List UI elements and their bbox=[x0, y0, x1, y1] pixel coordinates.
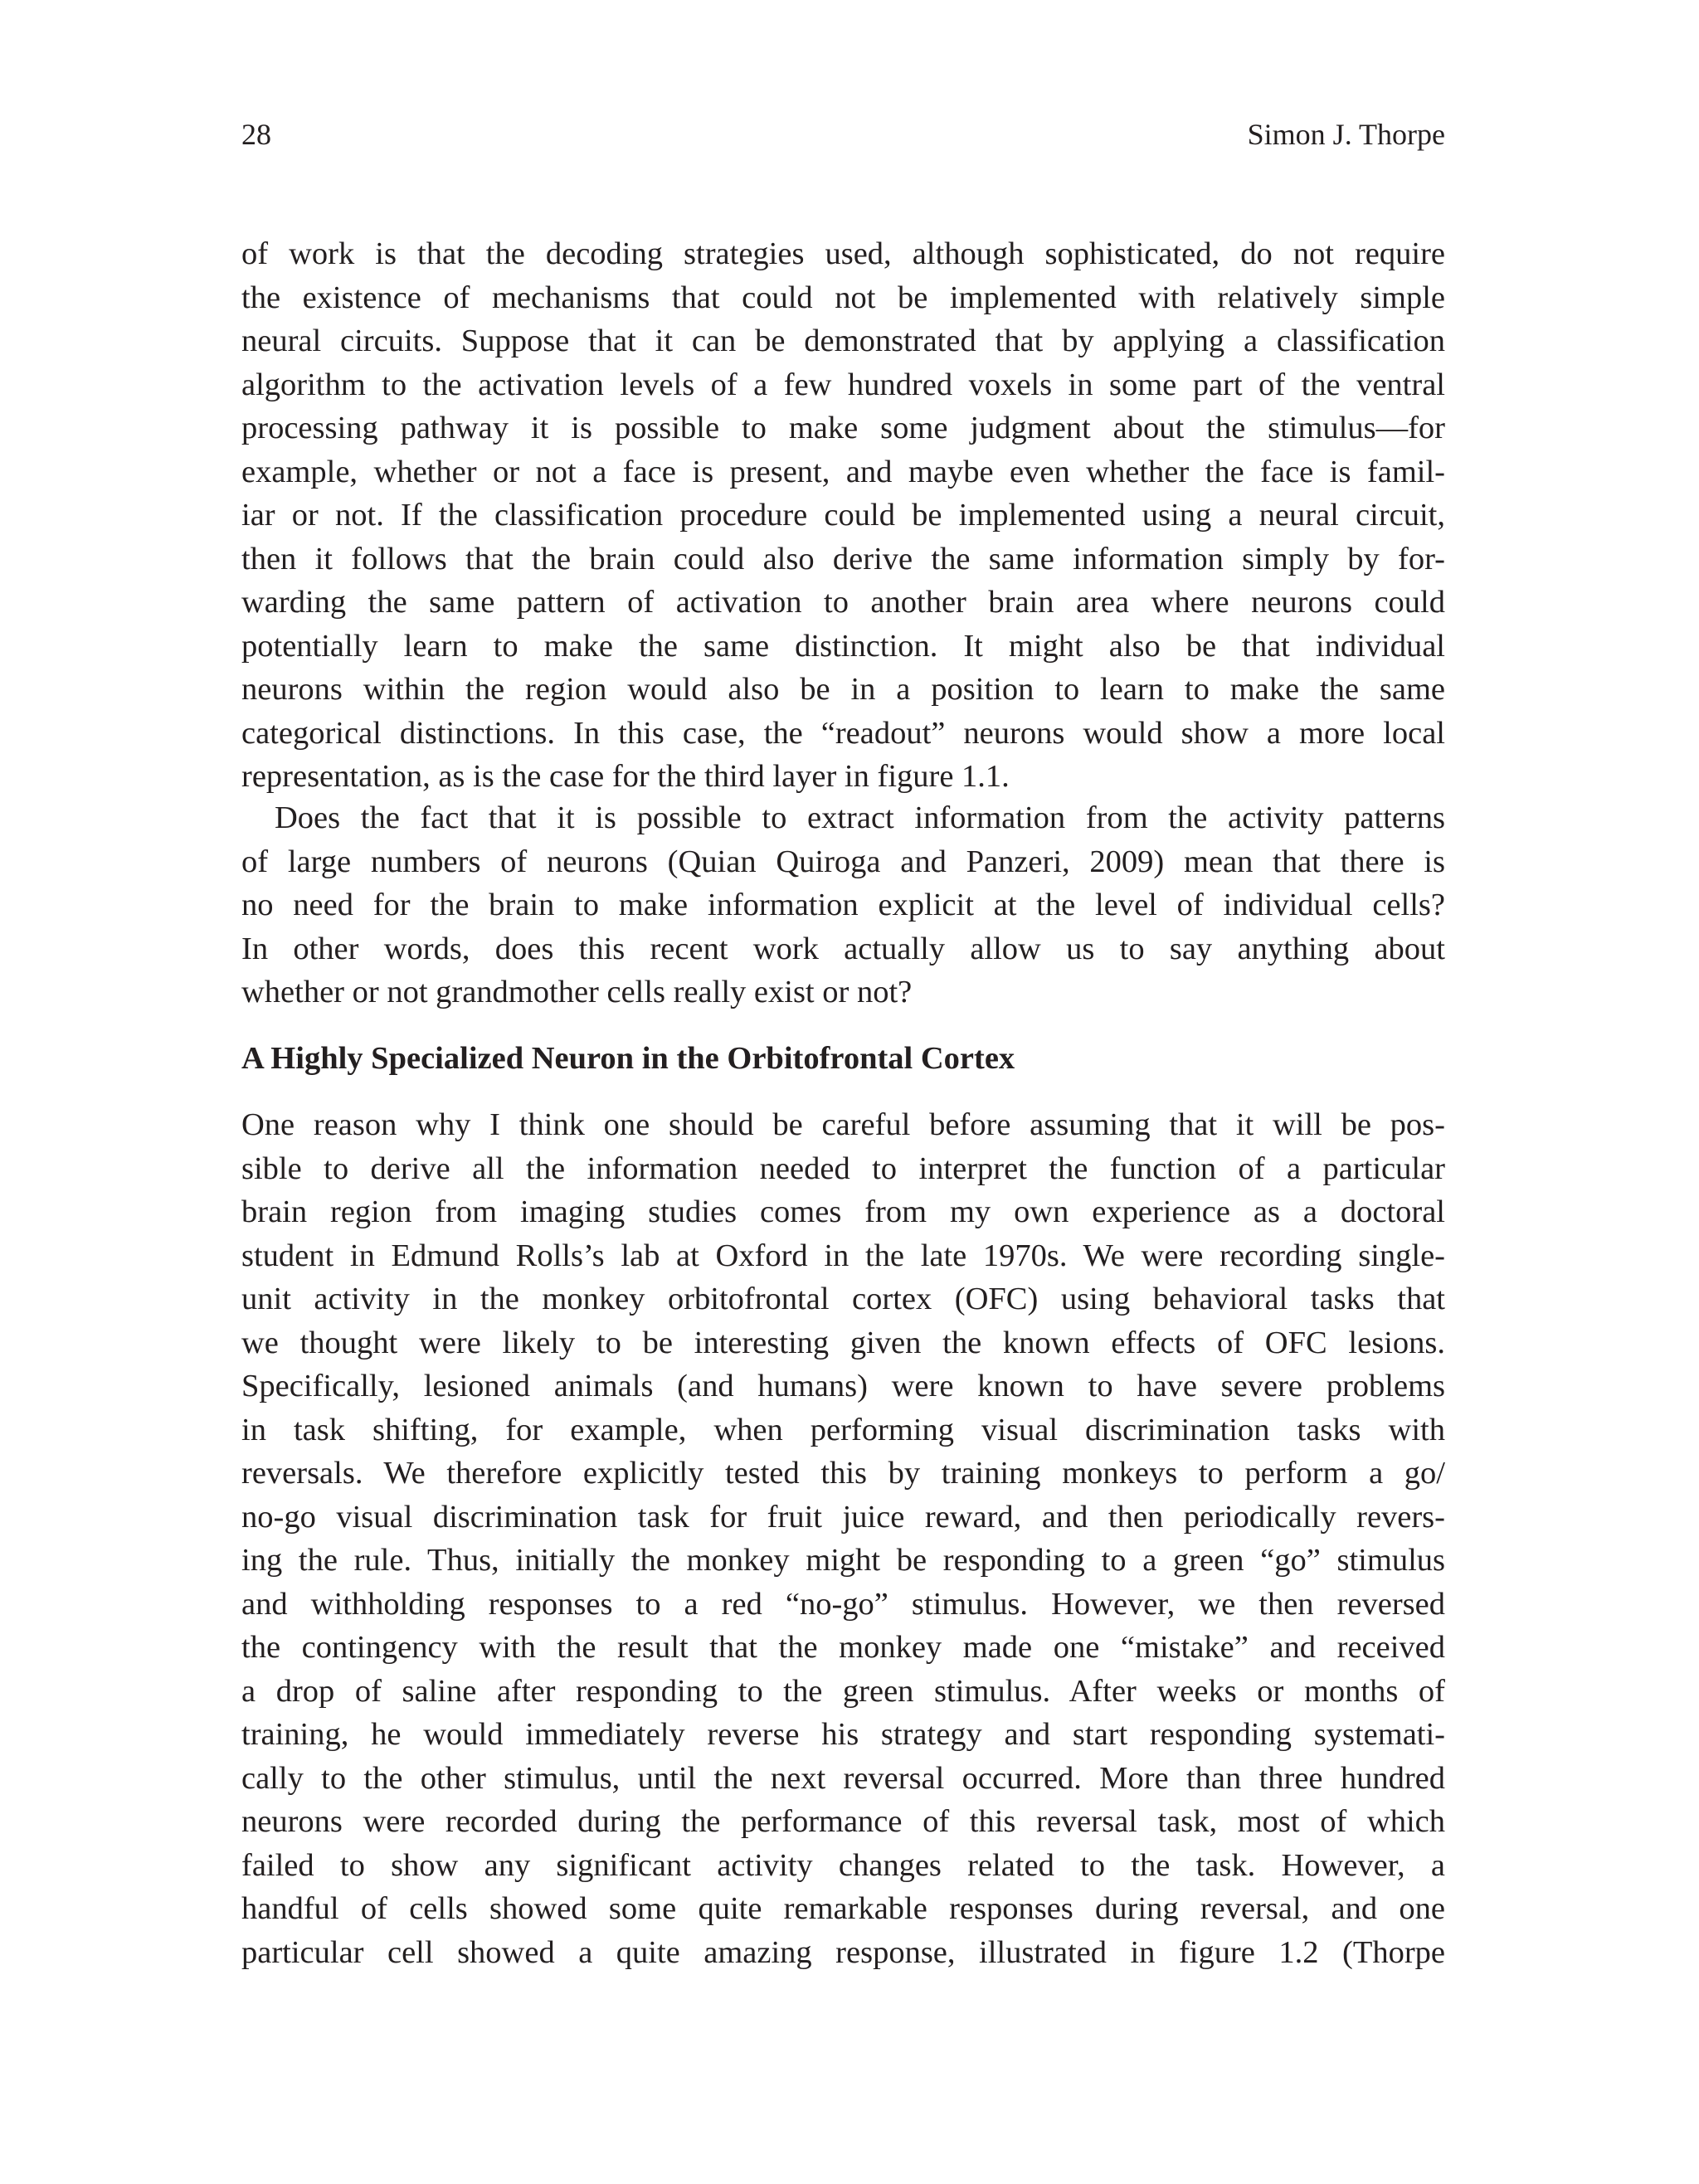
paragraph-line: whether or not grandmother cells really exist or not? bbox=[241, 975, 913, 1009]
paragraph-line: In other words, does this recent work actually allow us to say anything about bbox=[241, 931, 1445, 966]
paragraph-line: of large numbers of neurons (Quian Quiroga and Panzeri, 2009) mean that there is bbox=[241, 844, 1445, 879]
paragraph-line: brain region from imaging studies comes from my own experience as a doctoral bbox=[241, 1194, 1445, 1229]
paragraph-line: Does the fact that it is possible to extract information from the activity patterns bbox=[275, 800, 1445, 835]
page-number: 28 bbox=[241, 118, 271, 151]
paragraph-line: no-go visual discrimination task for fruit juice reward, and then periodically revers- bbox=[241, 1499, 1445, 1535]
paragraph-line: we thought were likely to be interesting given the known effects of OFC lesions. bbox=[241, 1325, 1445, 1360]
paragraph-line: the existence of mechanisms that could not be implemented with relatively simple bbox=[241, 280, 1445, 315]
paragraph-line: iar or not. If the classification procedure could be implemented using a neural circuit, bbox=[241, 498, 1445, 533]
running-head-author: Simon J. Thorpe bbox=[1247, 118, 1445, 151]
paragraph-line: categorical distinctions. In this case, the “readout” neurons would show a more local bbox=[241, 715, 1445, 751]
paragraph-line: of work is that the decoding strategies used, although sophisticated, do not require bbox=[241, 236, 1445, 271]
paragraph-line: unit activity in the monkey orbitofrontal cortex (OFC) using behavioral tasks that bbox=[241, 1282, 1445, 1316]
paragraph-line: student in Edmund Rolls’s lab at Oxford in the late 1970s. We were recording single- bbox=[241, 1238, 1445, 1273]
paragraph-line: cally to the other stimulus, until the next reversal occurred. More than three hundred bbox=[241, 1760, 1445, 1796]
paragraph-line: representation, as is the case for the third layer in figure 1.1. bbox=[241, 759, 1010, 794]
section-heading: A Highly Specialized Neuron in the Orbitofrontal Cortex bbox=[241, 1041, 1015, 1076]
paragraph-line: example, whether or not a face is present, and maybe even whether the face is famil- bbox=[241, 454, 1445, 489]
paragraph-line: then it follows that the brain could also derive the same information simply by for- bbox=[241, 541, 1445, 576]
paragraph-line: Specifically, lesioned animals (and humans) were known to have severe problems bbox=[241, 1369, 1445, 1403]
paragraph-1 bbox=[241, 232, 1445, 799]
paragraph-line: reversals. We therefore explicitly tested this by training monkeys to perform a go/ bbox=[241, 1456, 1445, 1491]
paragraph-line: the contingency with the result that the monkey made one “mistake” and received bbox=[241, 1630, 1445, 1665]
paragraph-line: particular cell showed a quite amazing response, illustrated in figure 1.2 (Thorpe bbox=[241, 1934, 1445, 1970]
paragraph-line: neurons within the region would also be in a position to learn to make the same bbox=[241, 672, 1445, 707]
paragraph-line: neurons were recorded during the performance of this reversal task, most of which bbox=[241, 1804, 1445, 1839]
paragraph-line: sible to derive all the information needed to interpret the function of a particular bbox=[241, 1150, 1445, 1186]
paragraph-line: processing pathway it is possible to make some judgment about the stimulus—for bbox=[241, 411, 1445, 445]
paragraph-line: and withholding responses to a red “no-go” stimulus. However, we then reversed bbox=[241, 1586, 1445, 1622]
paragraph-3 bbox=[241, 1103, 1445, 1974]
paragraph-line: neural circuits. Suppose that it can be demonstrated that by applying a classification bbox=[241, 323, 1445, 358]
paragraph-line: One reason why I think one should be careful before assuming that it will be pos- bbox=[241, 1107, 1445, 1142]
paragraph-2 bbox=[241, 796, 1445, 1014]
paragraph-line: ing the rule. Thus, initially the monkey might be responding to a green “go” stimulus bbox=[241, 1543, 1445, 1578]
paragraph-line: no need for the brain to make information explicit at the level of individual cells? bbox=[241, 888, 1445, 922]
paragraph-line: potentially learn to make the same distinction. It might also be that individual bbox=[241, 628, 1445, 664]
paragraph-line: warding the same pattern of activation to another brain area where neurons could bbox=[241, 585, 1445, 620]
paragraph-line: failed to show any significant activity changes related to the task. However, a bbox=[241, 1847, 1445, 1883]
paragraph-line: algorithm to the activation levels of a few hundred voxels in some part of the ventral bbox=[241, 367, 1445, 402]
running-head bbox=[241, 114, 1445, 154]
paragraph-line: training, he would immediately reverse his strategy and start responding systemati- bbox=[241, 1717, 1445, 1752]
paragraph-line: in task shifting, for example, when performing visual discrimination tasks with bbox=[241, 1412, 1445, 1447]
paragraph-line: a drop of saline after responding to the green stimulus. After weeks or months of bbox=[241, 1673, 1445, 1709]
paragraph-line: handful of cells showed some quite remarkable responses during reversal, and one bbox=[241, 1891, 1445, 1926]
